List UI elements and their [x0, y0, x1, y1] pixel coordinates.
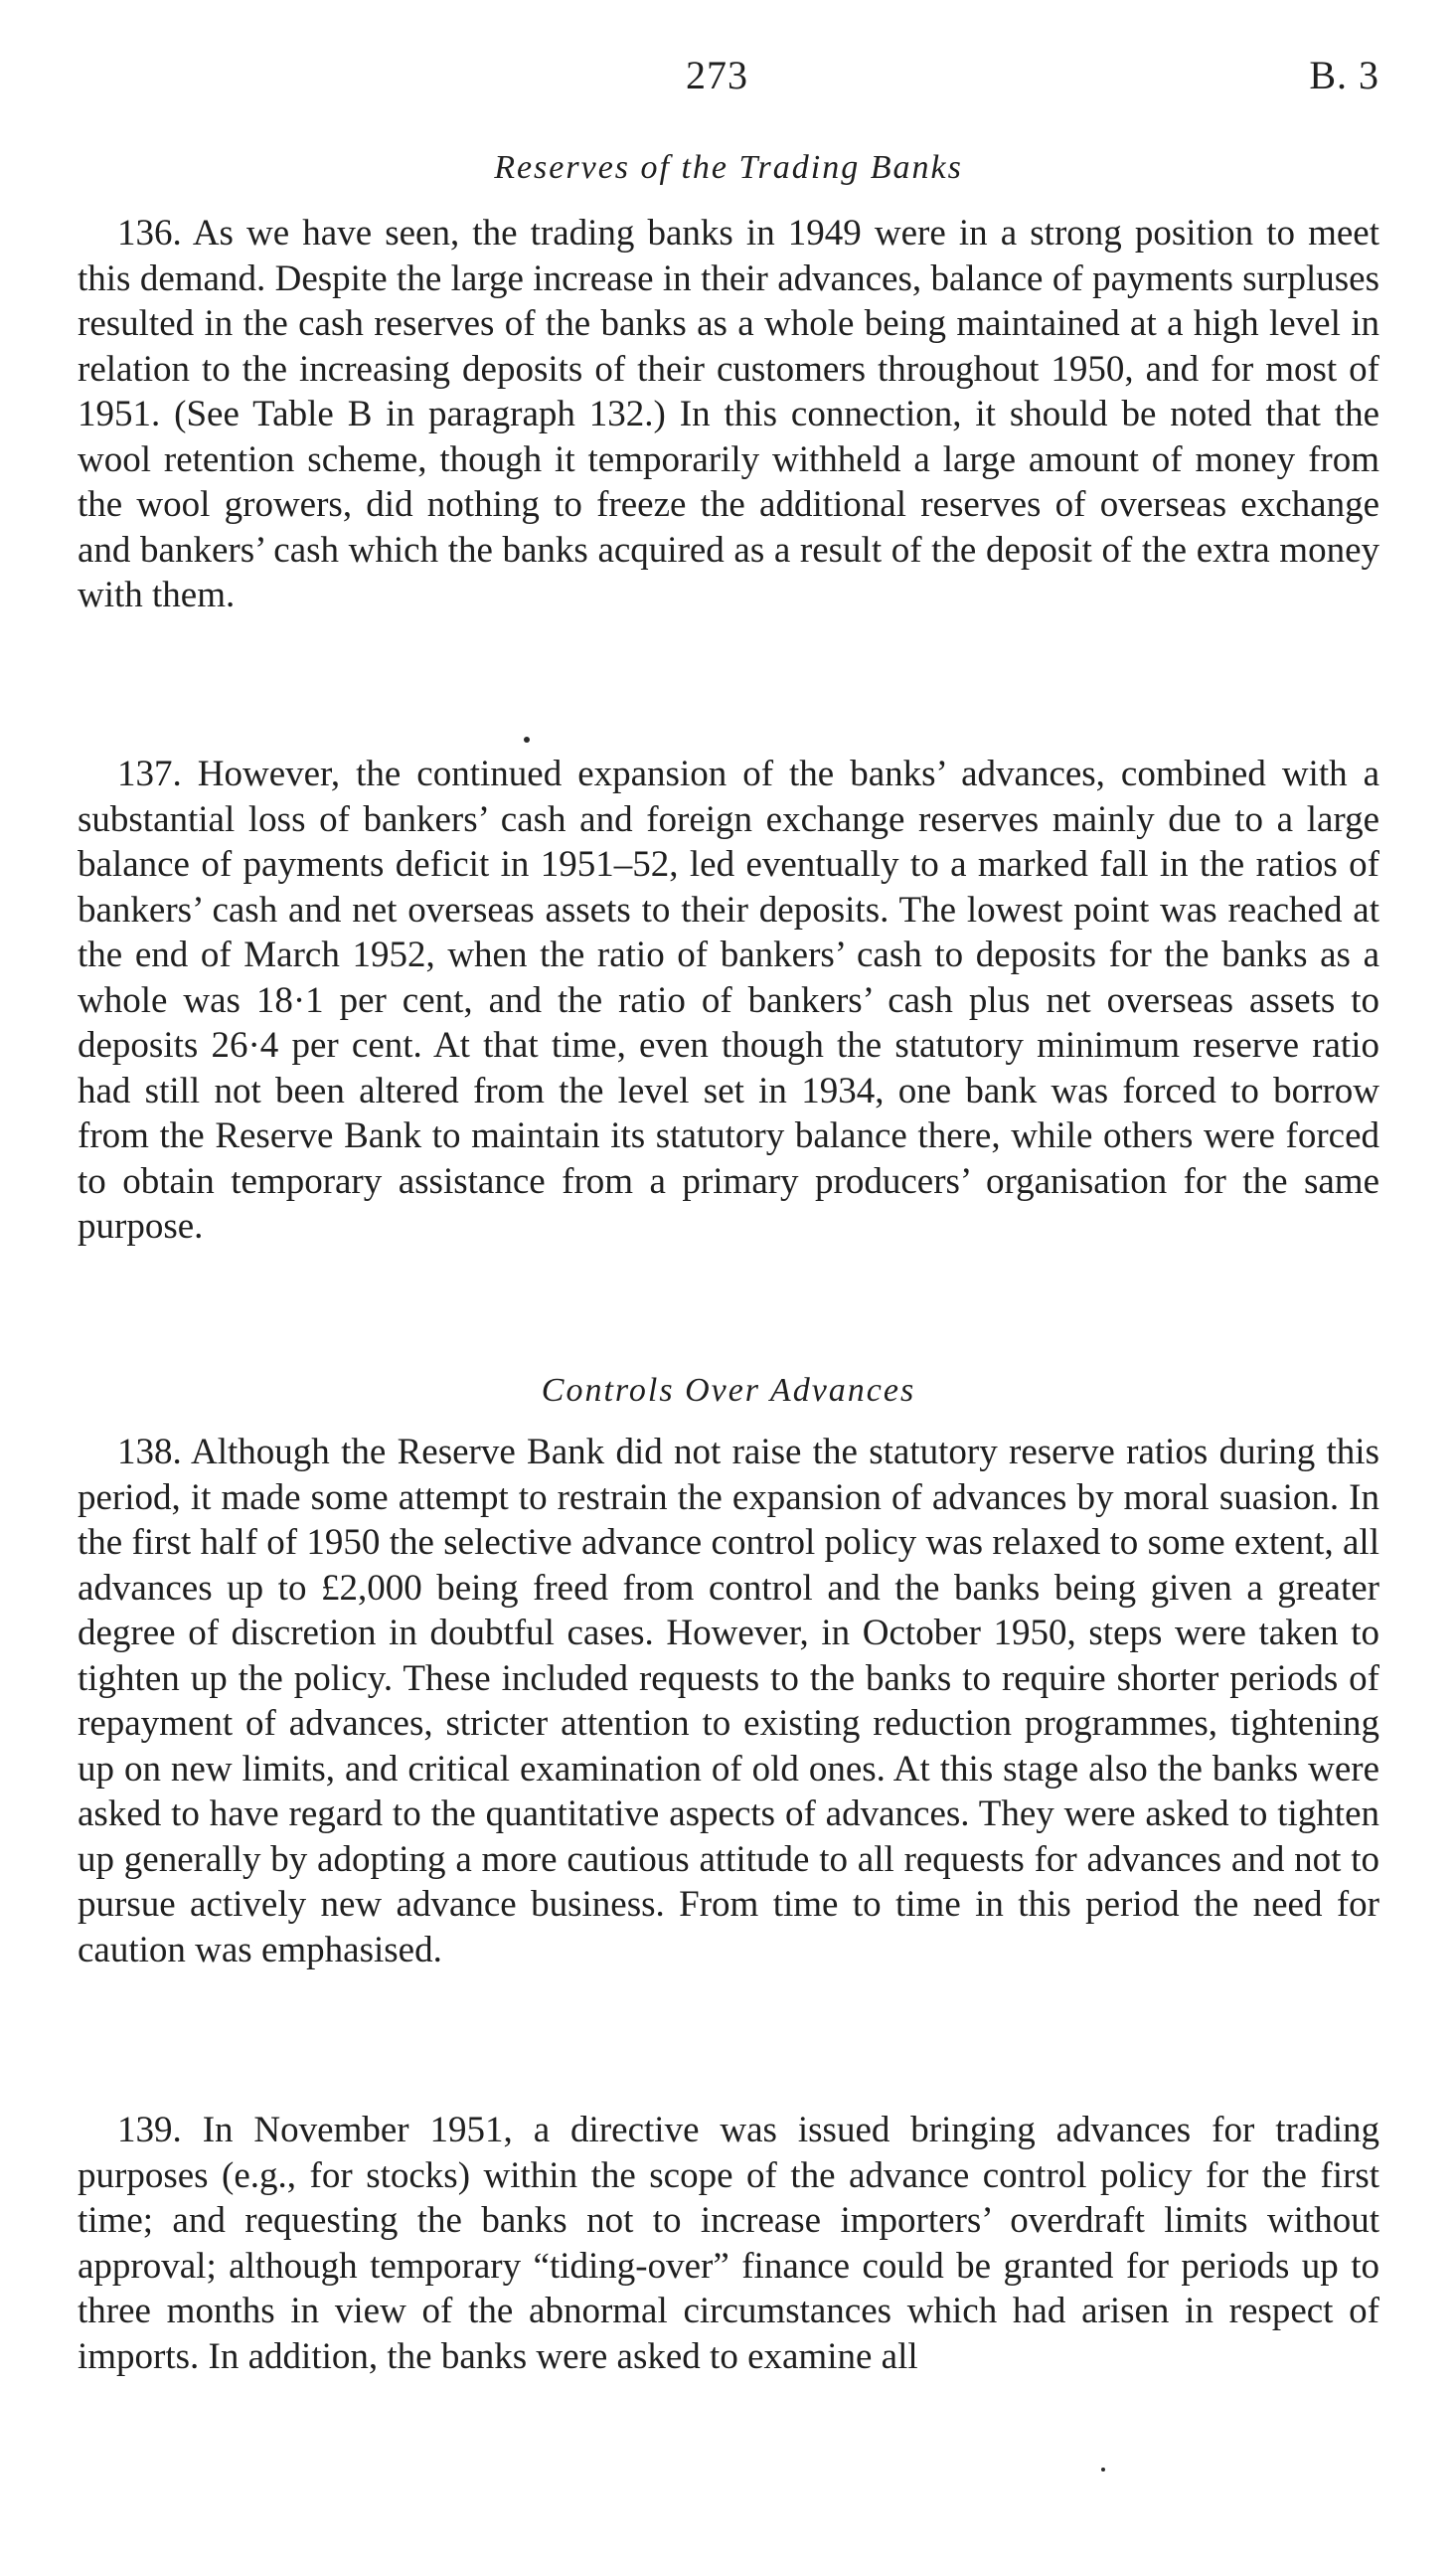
paragraph-136: [78, 211, 1379, 618]
paragraph-text: Although the Reserve Bank did not raise the statutory reserve ratios during this period, it made some attempt to restrain the expansion of advances by moral suasion. In the first half of 1950 the selective advance control policy was relaxed to some extent, all advances up to £2,000 being freed from control and the banks being given a greater degree of discretion in doubtful cases. However, in October 1950, steps were taken to tighten up the policy. These included requests to the banks to require shorter periods of repayment of advances, stricter attention to existing reduction programmes, tightening up on new limits, and critical examination of old ones. At this stage also the banks were asked to have regard to the quantitative aspects of advances. They were asked to tighten up generally by adopting a more cautious attitude to all requests for advances and not to pursue actively new advance business. From time to time in this period the need for caution was emphasised.: [78, 1432, 1379, 1970]
page-number: 273: [686, 53, 748, 97]
section-heading-controls: Controls Over Advances: [541, 1372, 916, 1409]
page-header: [78, 52, 1379, 111]
document-reference: B. 3: [1309, 53, 1379, 97]
paragraph-number: 137.: [117, 754, 182, 794]
paragraph-number: 138.: [117, 1432, 182, 1472]
paragraph-number: 139.: [117, 2110, 182, 2150]
print-speck: [1101, 2468, 1105, 2472]
paragraph-text: However, the continued expansion of the banks’ advances, combined with a substantial loss of bankers’ cash and foreign exchange reserves mainly due to a large balance of payments deficit in 1951–52, led eventually to a marked fall in the ratios of bankers’ cash and net overseas assets to their deposits. The lowest point was reached at the end of March 1952, when the ratio of bankers’ cash to deposits for the banks as a whole was 18·1 per cent, and the ratio of bankers’ cash plus net overseas assets to deposits 26·4 per cent. At that time, even though the statutory minimum reserve ratio had still not been altered from the level set in 1934, one bank was forced to borrow from the Reserve Bank to maintain its statutory balance there, while others were forced to obtain temporary assistance from a primary producers’ organisation for the same purpose.: [78, 754, 1380, 1247]
paragraph-number: 136.: [117, 213, 182, 254]
section-heading-reserves: Reserves of the Trading Banks: [494, 149, 963, 186]
paragraph-139: [78, 2108, 1379, 2379]
paragraph-138: [78, 1430, 1379, 1972]
paragraph-137: [78, 752, 1379, 1250]
document-page: [78, 0, 1379, 2560]
paragraph-text: In November 1951, a directive was issued bringing advances for trading purposes (e.g., for stocks) within the scope of the advance control policy for the first time; and requesting the banks not to increase importers’ overdraft limits without approval; although temporary “tiding-over” finance could be granted for periods up to three months in view of the abnormal circumstances which had arisen in respect of imports. In addition, the banks were asked to examine all: [78, 2110, 1380, 2377]
paragraph-text: As we have seen, the trading banks in 1949 were in a strong position to meet this demand. Despite the large increase in their advances, balance of payments surpluses resulted in the cash reserves of the banks as a whole being maintained at a high level in relation to the increasing deposits of their customers throughout 1950, and for most of 1951. (See Table B in paragraph 132.) In this connection, it should be noted that the wool retention scheme, though it temporarily withheld a large amount of money from the wool growers, did nothing to freeze the additional reserves of overseas exchange and bankers’ cash which the banks acquired as a result of the deposit of the extra money with them.: [78, 213, 1379, 615]
print-speck: [524, 737, 530, 743]
